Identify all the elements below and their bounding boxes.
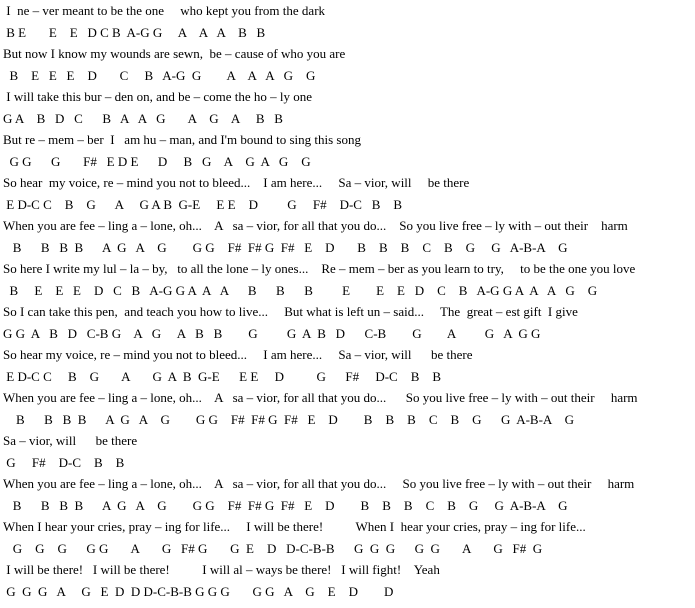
lyric-line: I will be there! I will be there! I will al – ways be there! I will fight! Yeah	[3, 562, 440, 577]
notes-line: B B B B A G A G G G F# F# G F# E D B B B C B G G A-B-A G	[3, 239, 568, 255]
lyric-line: But re – mem – ber I am hu – man, and I'm bound to sing this song	[3, 132, 361, 147]
lyric-line: When you are fee – ling a – lone, oh... A sa – vior, for all that you do... So you live free – ly with – out their harm	[3, 218, 628, 233]
notes-line: B B B B A G A G G G F# F# G F# E D B B B C B G G A-B-A G	[3, 497, 568, 513]
notes-line: G G G F# E D E D B G A G A G G	[3, 153, 311, 169]
notes-line: B E E E D C B A-G G A A A B B B E E E D C B A-G G A A A G G	[3, 282, 598, 298]
notes-line: G G G G G A G F# G G E D D-C-B-B G G G G G A G F# G	[3, 540, 543, 556]
lyric-line: So I can take this pen, and teach you how to live... But what is left un – said... The great – est gift I give	[3, 304, 578, 319]
lyric-line: I will take this bur – den on, and be – come the ho – ly one	[3, 89, 313, 104]
notes-line: B B B B A G A G G G F# F# G F# E D B B B C B G G A-B-A G	[3, 411, 574, 427]
notes-line: G G G A G E D D D-C-B-B G G G G G A G E D D	[3, 583, 394, 599]
notes-line: E D-C C B G A G A B G-E E E D G F# D-C B B	[3, 368, 442, 384]
notes-line: B E E E D C B A-G G A A A G G	[3, 67, 316, 83]
notes-line: B E E E D C B A-G G A A A B B	[3, 24, 266, 40]
lyric-line: But now I know my wounds are sewn, be – cause of who you are	[3, 46, 346, 61]
lyric-line: Sa – vior, will be there	[3, 433, 138, 448]
lyric-line: So hear my voice, re – mind you not to bleed... I am here... Sa – vior, will be there	[3, 175, 470, 190]
notes-line: G A B D C B A A G A G A B B	[3, 110, 283, 126]
lyric-line: When I hear your cries, pray – ing for life... I will be there! When I hear your cries, pray – ing for life...	[3, 519, 586, 534]
notes-line: E D-C C B G A G A B G-E E E D G F# D-C B B	[3, 196, 403, 212]
lyric-line: I ne – ver meant to be the one who kept you from the dark	[3, 3, 326, 18]
lyric-line: When you are fee – ling a – lone, oh... A sa – vior, for all that you do... So you live free – ly with – out their harm	[3, 390, 638, 405]
lyric-line: When you are fee – ling a – lone, oh... A sa – vior, for all that you do... So you live free – ly with – out their harm	[3, 476, 635, 491]
notes-line: G G A B D C-B G A G A B B G G A B D C-B G A G A G G	[3, 325, 541, 341]
lyric-line: So hear my voice, re – mind you not to bleed... I am here... Sa – vior, will be there	[3, 347, 473, 362]
lyric-line: So here I write my lul – la – by, to all the lone – ly ones... Re – mem – ber as you learn to try, to be the one you love	[3, 261, 636, 276]
notes-line: G F# D-C B B	[3, 454, 125, 470]
